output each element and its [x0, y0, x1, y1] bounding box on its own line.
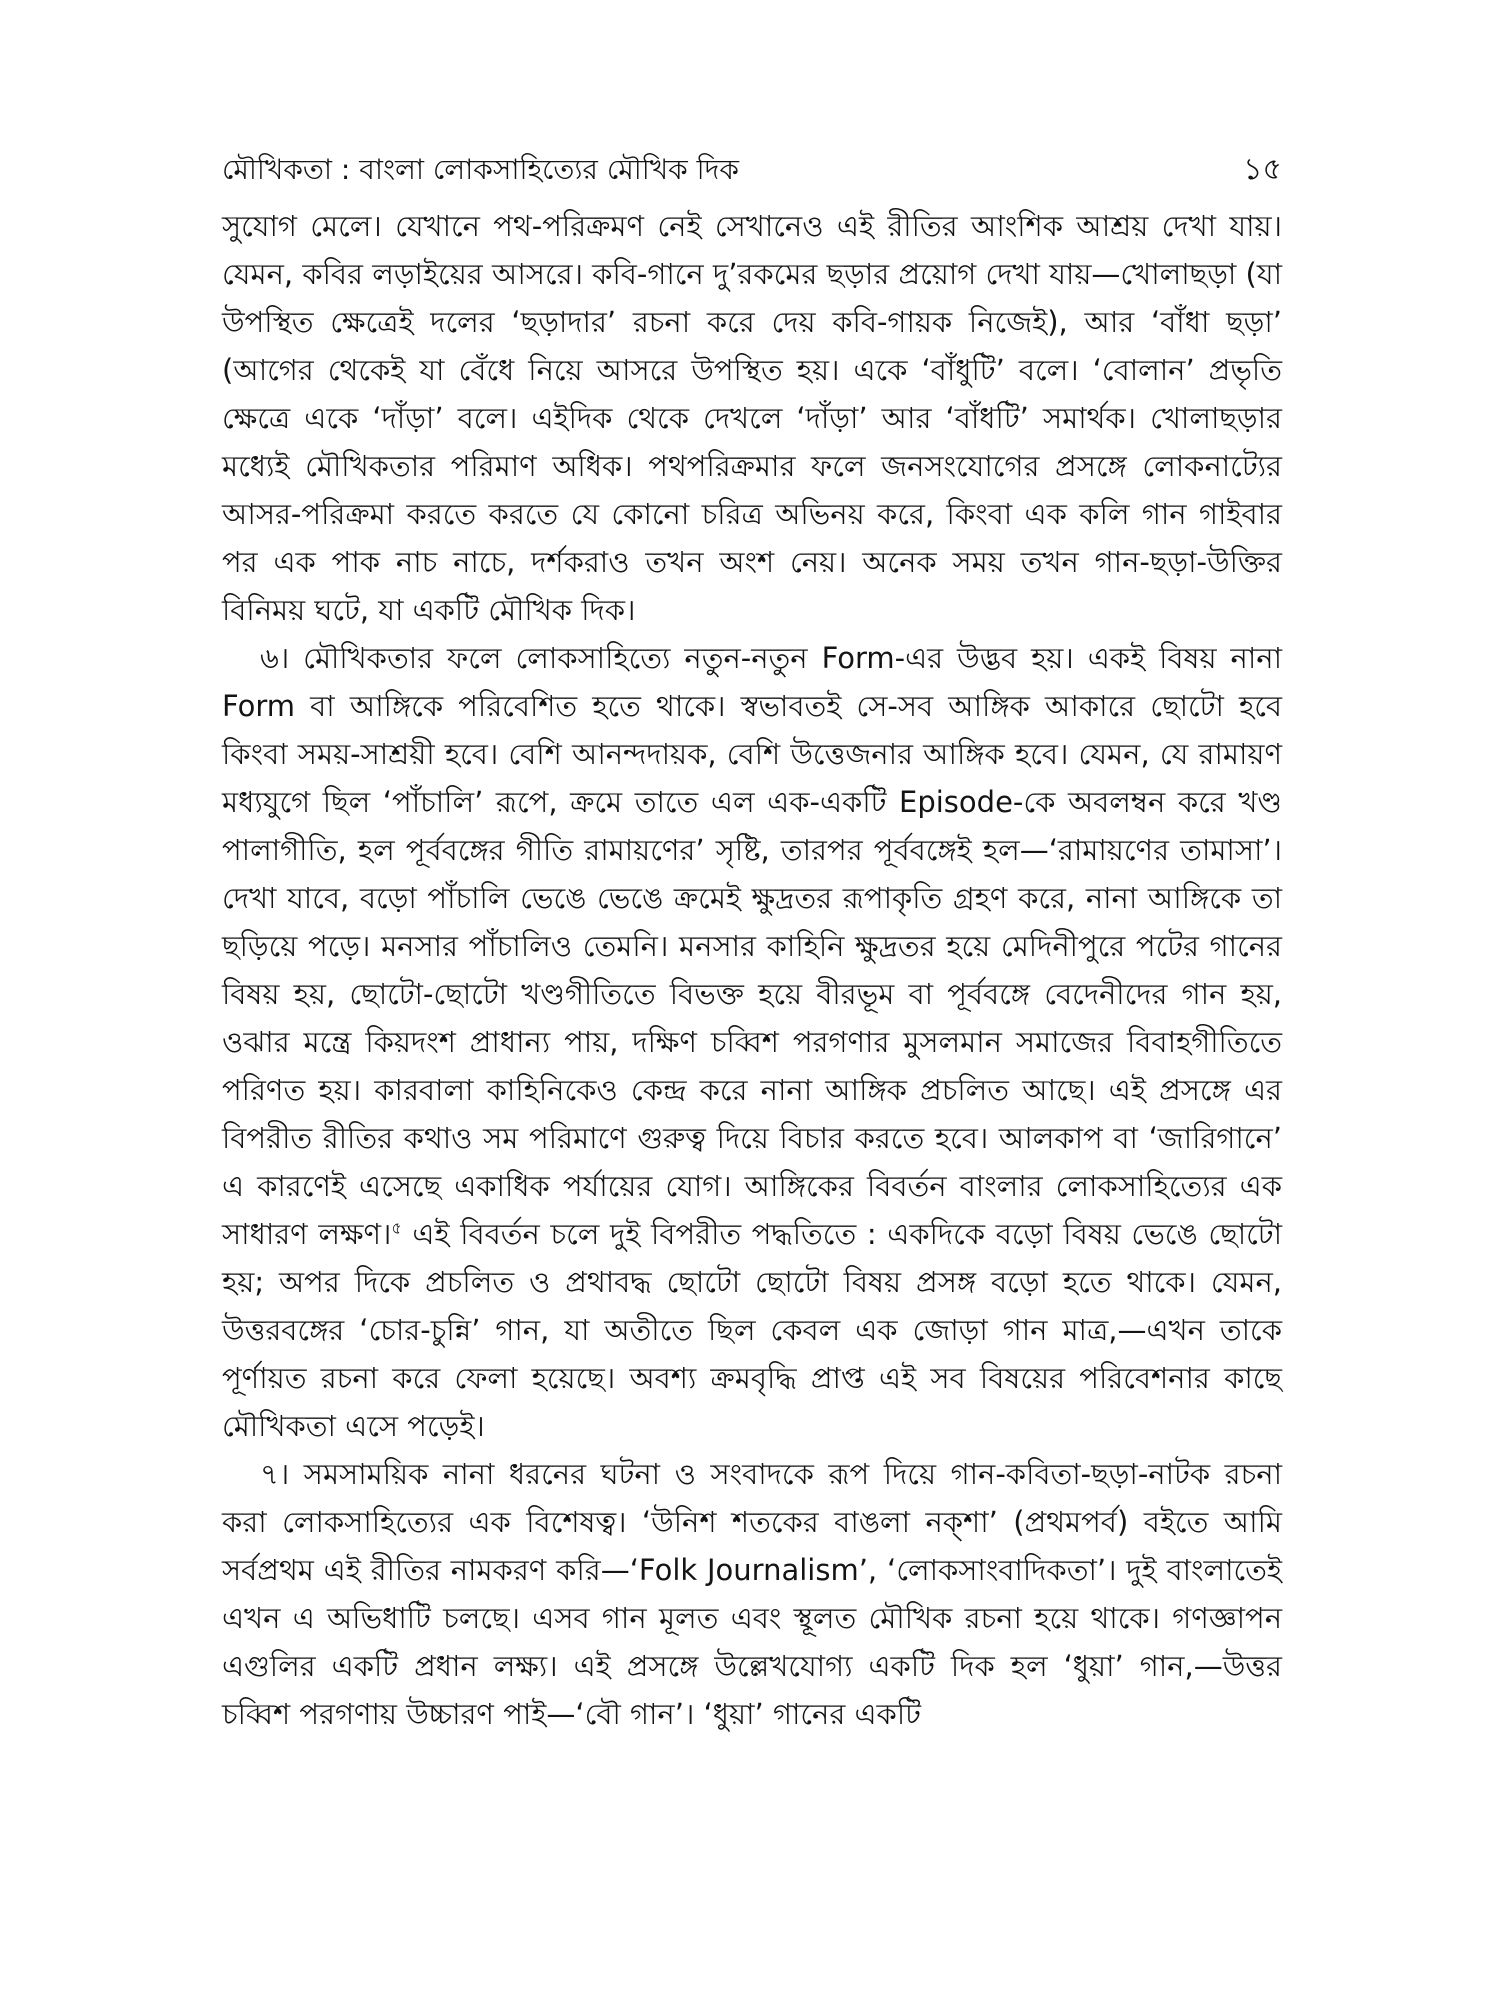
chapter-title: মৌখিকতা : বাংলা লোকসাহিত্যের মৌখিক দিক [222, 153, 739, 186]
book-page [222, 150, 1282, 1738]
paragraph-point-6-rest: এই বিবর্তন চলে দুই বিপরীত পদ্ধতিতে : একদিকে বড়ো বিষয় ভেঙে ছোটো হয়; অপর দিকে প্রচলিত ও প্রথাবদ্ধ ছোটো ছোটো বিষয় প্রসঙ্গ বড়ো হতে থাকে। যেমন, উত্তরবঙ্গের ‘চোর-চুন্নি’ গান, যা অতীতে ছিল কেবল এক জোড়া গান মাত্র,—এখন তাকে পূর্ণায়ত রচনা করে ফেলা হয়েছে। অবশ্য ক্রমবৃদ্ধি প্রাপ্ত এই সব বিষয়ের পরিবেশনার কাছে মৌখিকতা এসে পড়েই। [222, 1217, 1282, 1443]
paragraph-point-6 [222, 634, 1282, 1450]
page-number: ১৫ [1243, 152, 1282, 187]
footnote-reference: ৫ [391, 1218, 402, 1238]
paragraph-continuation: সুযোগ মেলে। যেখানে পথ-পরিক্রমণ নেই সেখানেও এই রীতির আংশিক আশ্রয় দেখা যায়। যেমন, কবির লড়াইয়ের আসরে। কবি-গানে দু’রকমের ছড়ার প্রয়োগ দেখা যায়—খোলাছড়া (যা উপস্থিত ক্ষেত্রেই দলের ‘ছড়াদার’ রচনা করে দেয় কবি-গায়ক নিজেই), আর ‘বাঁধা ছড়া’ (আগের থেকেই যা বেঁধে নিয়ে আসরে উপস্থিত হয়। একে ‘বাঁধুটি’ বলে। ‘বোলান’ প্রভৃতি ক্ষেত্রে একে ‘দাঁড়া’ বলে। এইদিক থেকে দেখলে ‘দাঁড়া’ আর ‘বাঁধটি’ সমার্থক। খোলাছড়ার মধ্যেই মৌখিকতার পরিমাণ অধিক। পথপরিক্রমার ফলে জনসংযোগের প্রসঙ্গে লোকনাট্যের আসর-পরিক্রমা করতে করতে যে কোনো চরিত্র অভিনয় করে, কিংবা এক কলি গান গাইবার পর এক পাক নাচ নাচে, দর্শকরাও তখন অংশ নেয়। অনেক সময় তখন গান-ছড়া-উক্তির বিনিময় ঘটে, যা একটি মৌখিক দিক। [222, 209, 1282, 627]
running-header [222, 150, 1282, 190]
paragraph-point-7: ৭। সমসাময়িক নানা ধরনের ঘটনা ও সংবাদকে রূপ দিয়ে গান-কবিতা-ছড়া-নাটক রচনা করা লোকসাহিত্যের এক বিশেষত্ব। ‘উনিশ শতকের বাঙলা নক্‌শা’ (প্রথমপর্ব) বইতে আমি সর্বপ্রথম এই রীতির নামকরণ করি—‘Folk Journalism’, ‘লোকসাংবাদিকতা’। দুই বাংলাতেই এখন এ অভিধাটি চলছে। এসব গান মূলত এবং স্থূলত মৌখিক রচনা হয়ে থাকে। গণজ্ঞাপন এগুলির একটি প্রধান লক্ষ্য। এই প্রসঙ্গে উল্লেখযোগ্য একটি দিক হল ‘ধুয়া’ গান,—উত্তর চব্বিশ পরগণায় উচ্চারণ পাই—‘বৌ গান’। ‘ধুয়া’ গানের একটি [222, 1457, 1282, 1731]
body-text [222, 202, 1282, 1738]
paragraph-point-6-text: ৬। মৌখিকতার ফলে লোকসাহিত্যে নতুন-নতুন Form-এর উদ্ভব হয়। একই বিষয় নানা Form বা আঙ্গিকে পরিবেশিত হতে থাকে। স্বভাবতই সে-সব আঙ্গিক আকারে ছোটো হবে কিংবা সময়-সাশ্রয়ী হবে। বেশি আনন্দদায়ক, বেশি উত্তেজনার আঙ্গিক হবে। যেমন, যে রামায়ণ মধ্যযুগে ছিল ‘পাঁচালি’ রূপে, ক্রমে তাতে এল এক-একটি Episode-কে অবলম্বন করে খণ্ড পালাগীতি, হল পূর্ববঙ্গের গীতি রামায়ণের’ সৃষ্টি, তারপর পূর্ববঙ্গেই হল—‘রামায়ণের তামাসা’। দেখা যাবে, বড়ো পাঁচালি ভেঙে ভেঙে ক্রমেই ক্ষুদ্রতর রূপাকৃতি গ্রহণ করে, নানা আঙ্গিকে তা ছড়িয়ে পড়ে। মনসার পাঁচালিও তেমনি। মনসার কাহিনি ক্ষুদ্রতর হয়ে মেদিনীপুরে পটের গানের বিষয় হয়, ছোটো-ছোটো খণ্ডগীতিতে বিভক্ত হয়ে বীরভূম বা পূর্ববঙ্গে বেদেনীদের গান হয়, ওঝার মন্ত্রে কিয়দংশ প্রাধান্য পায়, দক্ষিণ চব্বিশ পরগণার মুসলমান সমাজের বিবাহগীতিতে পরিণত হয়। কারবালা কাহিনিকেও কেন্দ্র করে নানা আঙ্গিক প্রচলিত আছে। এই প্রসঙ্গে এর বিপরীত রীতির কথাও সম পরিমাণে গুরুত্ব দিয়ে বিচার করতে হবে। আলকাপ বা ‘জারিগানে’ এ কারণেই এসেছে একাধিক পর্যায়ের যোগ। আঙ্গিকের বিবর্তন বাংলার লোকসাহিত্যের এক সাধারণ লক্ষণ। [222, 641, 1282, 1251]
